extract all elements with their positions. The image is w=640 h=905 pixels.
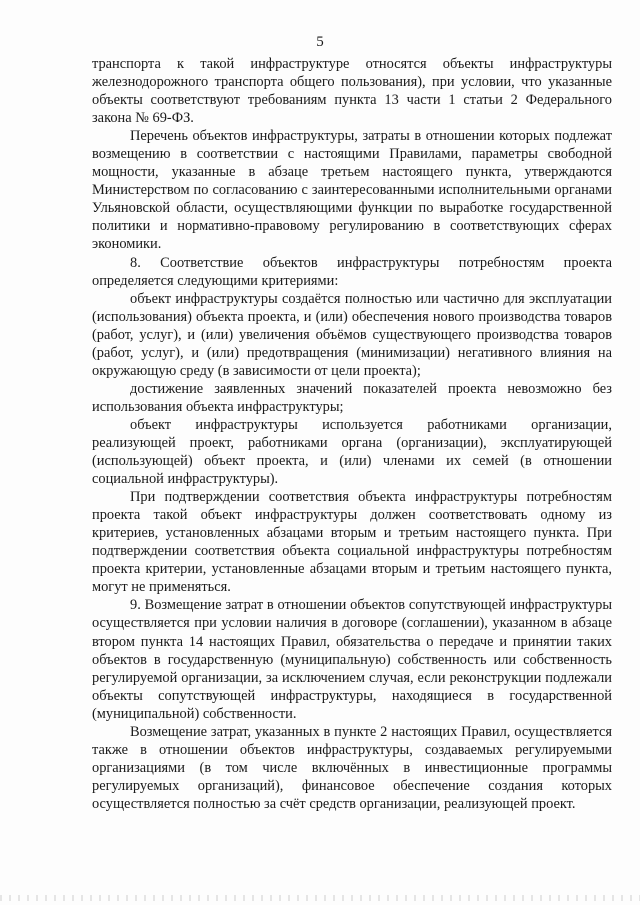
document-body — [92, 55, 612, 813]
paragraph: Перечень объектов инфраструктуры, затраты в отношении которых подлежат возмещению в соответствии с настоящими Правилами, параметры свободной мощности, указанные в абзаце третьем настоящего пункта, утверждаются Министерством по согласованию с заинтересованными исполнительными органами Ульяновской области, осуществляющими функции по выработке государственной политики и нормативно-правовому регулированию в соответствующих сферах экономики. — [92, 128, 612, 253]
paragraph: достижение заявленных значений показателей проекта невозможно без использования объекта инфраструктуры; — [92, 380, 612, 415]
scan-artifact-strip — [0, 895, 640, 901]
paragraph: 9. Возмещение затрат в отношении объектов сопутствующей инфраструктуры осуществляется при условии наличия в договоре (соглашении), указанном в абзаце втором пункта 14 настоящих Правил, обязательства о передаче и принятии таких объектов в государственную (муниципальную) собственность или собственность регулируемой организации, за исключением случая, если реконструкции подлежали объекты сопутствующей инфраструктуры, находящиеся в государственной (муниципальной) собственности. — [92, 597, 612, 722]
page-number: 5 — [316, 34, 324, 50]
paragraph: Возмещение затрат, указанных в пункте 2 настоящих Правил, осуществляется также в отношении объектов инфраструктуры, создаваемых регулируемыми организациями (в том числе включённых в инвестиционные программы регулируемых организаций), финансовое обеспечение создания которых осуществляется полностью за счёт средств организации, реализующей проект. — [92, 723, 612, 812]
paragraph: 8. Соответствие объектов инфраструктуры потребностям проекта определяется следующими критериями: — [92, 254, 612, 289]
paragraph: При подтверждении соответствия объекта инфраструктуры потребностям проекта такой объект инфраструктуры должен соответствовать одному из критериев, установленных абзацами вторым и третьим настоящего пункта. При подтверждении соответствия объекта социальной инфраструктуры потребностям проекта критерии, установленные абзацами вторым и третьим настоящего пункта, могут не применяться. — [92, 489, 612, 596]
paragraph: транспорта к такой инфраструктуре относятся объекты инфраструктуры железнодорожного транспорта общего пользования), при условии, что указанные объекты соответствуют требованиям пункта 13 части 1 статьи 2 Федерального закона № 69-ФЗ. — [92, 56, 612, 127]
paragraph: объект инфраструктуры создаётся полностью или частично для эксплуатации (использования) объекта проекта, и (или) обеспечения нового производства товаров (работ, услуг), и (или) увеличения объёмов существующего производства товаров (работ, услуг), и (или) предотвращения (минимизации) негативного влияния на окружающую среду (в зависимости от цели проекта); — [92, 290, 612, 379]
paragraph: объект инфраструктуры используется работниками организации, реализующей проект, работниками органа (организации), эксплуатирующей (использующей) объект проекта, и (или) членами их семей (в отношении социальной инфраструктуры). — [92, 416, 612, 488]
